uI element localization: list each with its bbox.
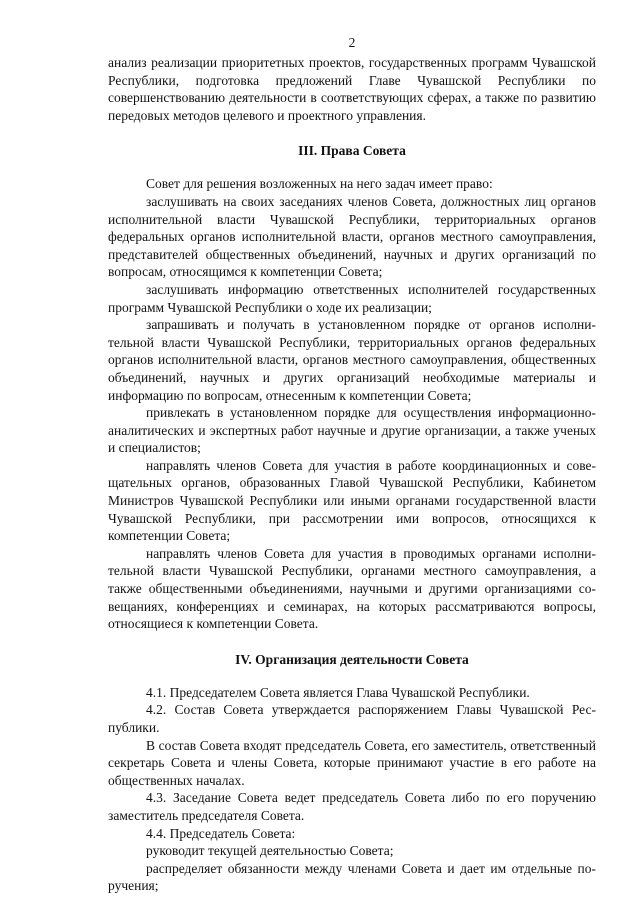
section-3-paragraph: направлять членов Совета для участия в работе координационных и совещательных органов, образованных Главой Чувашской Республики, Кабинетом Министров Чувашской Республики или иными органами государственной власти Чувашской Республики, при рассмотрении ими вопросов, относящихся к компетенции Совета;	[108, 457, 596, 544]
section-3-paragraph: запрашивать и получать в установленном порядке от органов исполнительной власти Чувашской Республики, территориальных органов федеральных органов исполнительной власти, органов местного самоуправления, общественных объединений, научных и других организаций необходимые материалы и информацию по вопросам, отнесенным к компетенции Совета;	[108, 317, 596, 403]
section-4-paragraph: 4.2. Состав Совета утверждается распоряжением Главы Чувашской Республики.	[108, 702, 596, 735]
document-page	[108, 34, 596, 895]
section-3-heading: III. Права Совета	[298, 143, 406, 159]
section-4-paragraph: 4.4. Председатель Совета:	[146, 825, 296, 841]
section-3-paragraph: заслушивать на своих заседаниях членов Совета, должностных лиц органов исполнительной власти Чувашской Республики, территориальных органов федеральных органов исполнительной власти, органов местного самоуправления, представителей общественных объединений, научных и других организаций по вопросам, относящимся к компетенции Совета;	[108, 193, 596, 280]
page-number: 2	[348, 35, 356, 50]
section-4-paragraph: 4.3. Заседание Совета ведет председатель Совета либо по его поручению заместитель председателя Совета.	[108, 790, 596, 823]
section-4-paragraph: 4.1. Председателем Совета является Глава Чувашской Республики.	[146, 684, 530, 700]
section-4-paragraph: В состав Совета входят председатель Совета, его заместитель, ответственный секретарь Совета и члены Совета, которые принимают участие в его работе на общественных началах.	[108, 737, 596, 788]
section-3-paragraph: привлекать в установленном порядке для осуществления информационно-аналитических и экспертных работ научные и другие организации, а также ученых и специалистов;	[108, 405, 596, 456]
section-3-paragraph: Совет для решения возложенных на него задач имеет право:	[146, 176, 493, 192]
section-4-heading: IV. Организация деятельности Совета	[235, 651, 469, 667]
section-3-paragraph: направлять членов Совета для участия в проводимых органами исполнительной власти Чувашской Республики, органами местного самоуправления, а также общественными объединениями, научными и другими организациями совещаниях, конференциях и семинарах, на которых рассматриваются вопросы, относящиеся к компетенции Совета.	[108, 545, 596, 632]
section-4-paragraph: распределяет обязанности между членами Совета и дает им отдельные поручения;	[108, 860, 596, 894]
section-3-paragraph: заслушивать информацию ответственных исполнителей государственных программ Чувашской Республики о ходе их реализации;	[108, 281, 596, 315]
section-4-paragraph: руководит текущей деятельностью Совета;	[146, 843, 394, 859]
intro-paragraph: анализ реализации приоритетных проектов, государственных программ Чувашской Республики, подготовка предложений Главе Чувашской Республики по совершенствованию деятельности в соответствующих сферах, а также по развитию передовых методов целевого и проектного управления.	[108, 55, 596, 123]
